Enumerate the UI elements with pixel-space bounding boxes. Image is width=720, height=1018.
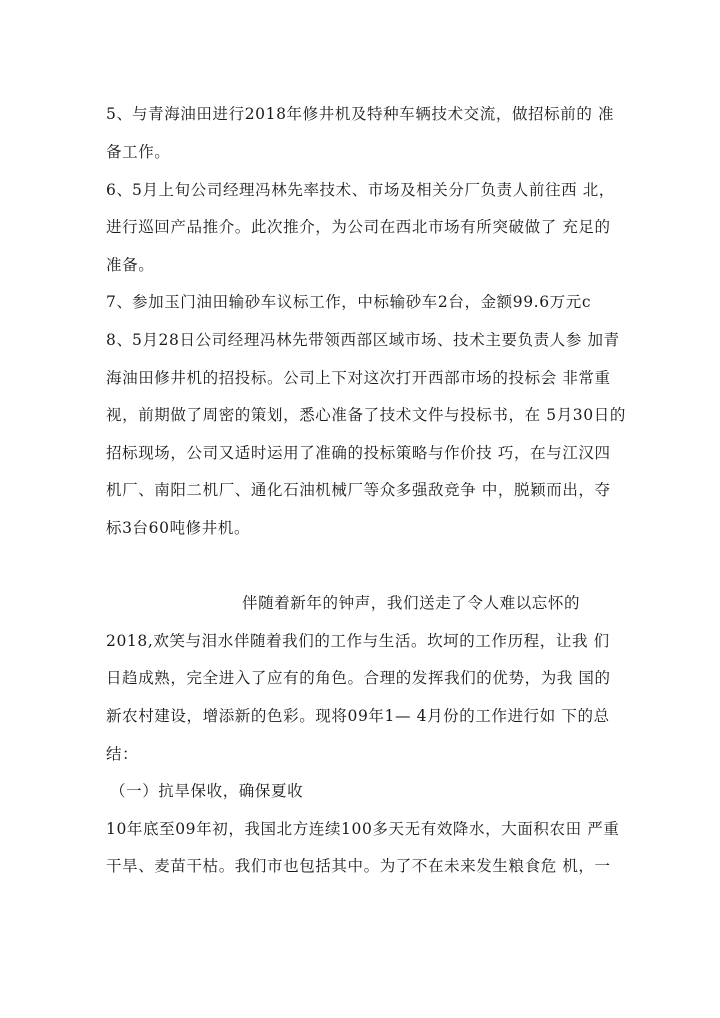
item-5-line-1	[106, 104, 614, 124]
section-2-line-6: 10年底至09年初，我国北方连续100多天无有效降水，大面积农田 严重	[106, 820, 620, 838]
item-6-line-1	[106, 180, 615, 200]
item-7-number: 7、	[106, 293, 133, 311]
section-2-line-3: 日趋成熟，完全进入了应有的角色。合理的发挥我们的优势，为我 国的	[106, 669, 611, 687]
item-8-line-4: 招标现场，公司又适时运用了准确的投标策略与作价技 巧，在与江汉四	[106, 444, 611, 462]
item-8-number: 8、	[106, 331, 133, 349]
item-8-text: 5月28日公司经理冯林先带领西部区域市场、技术主要负责人参 加青	[132, 331, 620, 349]
section-2-line-7: 干旱、麦苗干枯。我们市也包括其中。为了不在未来发生粮食危 机，一	[106, 857, 611, 875]
section-2-intro-line-1: 伴随着新年的钟声，我们送走了令人难以忘怀的	[242, 594, 581, 612]
item-8-line-1	[106, 330, 620, 350]
item-5-line-2: 备工作。	[106, 143, 171, 161]
item-5-text: 与青海油田进行2018年修井机及特种车辆技术交流，做招标前的 准	[132, 105, 615, 123]
item-8-line-3: 视，前期做了周密的策划，悉心准备了技术文件与投标书，在 5月30日的	[106, 406, 626, 424]
item-6-text: 5月上旬公司经理冯林先率技术、市场及相关分厂负责人前往西 北，	[132, 181, 615, 199]
item-6-number: 6、	[106, 181, 133, 199]
section-2-line-2: 2018,欢笑与泪水伴随着我们的工作与生活。坎坷的工作历程，让我 们	[106, 632, 610, 650]
item-5-number: 5、	[106, 105, 133, 123]
item-6-line-3: 准备。	[106, 256, 155, 274]
item-8-line-6: 标3台60吨修井机。	[106, 519, 251, 537]
item-6-line-2: 进行巡回产品推介。此次推介，为公司在西北市场有所突破做了 充足的	[106, 218, 611, 236]
section-2-heading: （一）抗旱保收，确保夏收	[110, 782, 304, 800]
item-8-line-5: 机厂、南阳二机厂、通化石油机械厂等众多强敌竞争 中，脱颖而出，夺	[106, 481, 611, 499]
section-2-line-5: 结：	[106, 745, 139, 763]
item-8-line-2: 海油田修井机的招投标。公司上下对这次打开西部市场的投标会 非常重	[106, 369, 611, 387]
item-7-text: 参加玉门油田输砂车议标工作，中标输砂车2台，金额99.6万元c	[132, 293, 592, 311]
section-2-line-4: 新农村建设，增添新的色彩。现将09年1— 4月份的工作进行如 下的总	[106, 707, 610, 725]
item-7-line-1	[106, 292, 591, 312]
